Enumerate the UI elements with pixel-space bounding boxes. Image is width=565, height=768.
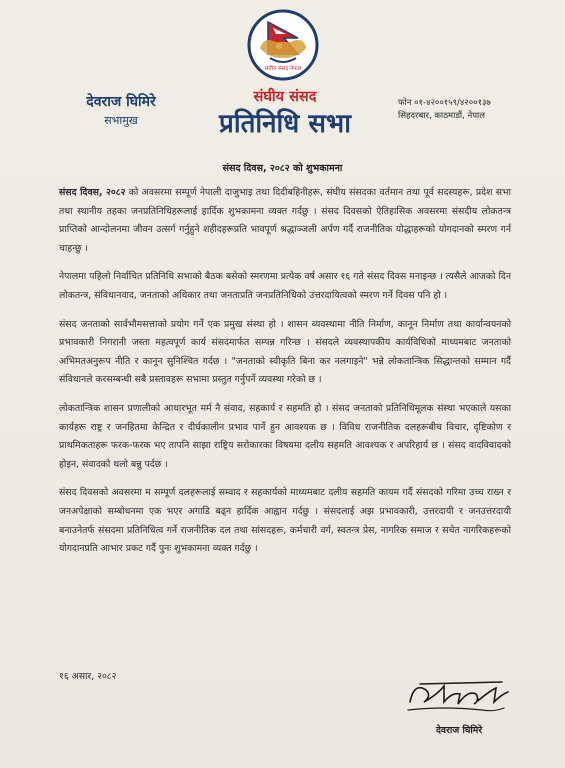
contact-address: सिंहदरबार, काठमाडौं, नेपाल	[398, 111, 486, 121]
paragraph-4: लोकतान्त्रिक शासन प्रणालीको आधारभूत मर्म नै संवाद, सहकार्य र सहमति हो । संसद जनताको प्रतिनिधिमूलक संस्था भएकाले यसका कार्यहरू राष्ट्र र जनहितमा केन्द्रित र दीर्घकालीन प्रभाव पार्ने हुन आवश्यक छ । विविध राजनीतिक दलहरूबीच विचार, दृष्टिकोण र प्राथमिकताहरू फरक-फरक भए तापनि साझा राष्ट्रिय सरोकारका विषयमा दलीय सहमति आवश्यक र अपरिहार्य छ । संसद वादविवादको होइन, संवादको थलो बन्नु पर्दछ ।	[59, 402, 511, 470]
handwritten-signature	[404, 672, 514, 716]
organization-subtitle: संघीय संसद	[253, 89, 317, 105]
paragraph-2: नेपालमा पहिलो निर्वाचित प्रतिनिधि सभाको बैठक बसेको स्मरणमा प्रत्येक वर्ष असार १६ गते संसद दिवस मनाइन्छ । त्यसैले आजको दिन लोकतन्त्र, संविधानवाद, जनताको अधिकार तथा जनताप्रति जनप्रतिनिधिको उत्तरदायित्वको स्मरण गर्ने दिवस पनि हो ।	[59, 271, 511, 301]
paragraph-1-text: को अवसरमा सम्पूर्ण नेपाली दाजुभाइ तथा दिदीबहिनीहरू, संघीय संसदका वर्तमान तथा पूर्व सदस्यहरू, प्रदेश सभा तथा स्थानीय तहका जनप्रतिनिधिहरूलाई हार्दिक शुभकामना व्यक्त गर्दछु । संसद दिवसको ऐतिहासिक अवसरमा संसदीय लोकतन्त्र प्राप्तिको आन्दोलनमा जीवन उत्सर्ग गर्नुहुने शहीदहरूप्रति भावपूर्ण श्रद्धाञ्जली अर्पण गर्दै राजनीतिक योद्धाहरूको योगदानको स्मरण गर्न चाहन्छु ।	[59, 187, 511, 254]
organization-block	[185, 86, 385, 140]
contact-phone: फोन ०१-४२००१५९/४२००१३७	[398, 98, 491, 108]
letter-body	[59, 184, 511, 569]
letter-heading: संसद दिवस, २०८२ को शुभकामना	[222, 163, 343, 174]
paragraph-3: संसद जनताको सार्वभौमसत्ताको प्रयोग गर्ने एक प्रमुख संस्था हो । शासन व्यवस्थामा नीति निर्माण, कानून निर्माण तथा कार्यान्वयनको प्रभावकारी निगरानी जस्ता महत्वपूर्ण कार्य संसदमार्फत सम्पन्न गरिन्छ । संसदले व्यवस्थापकीय कार्यविधिको माध्यमबाट जनताको अभिमतअनुरूप नीति र कानून सुनिश्चित गर्दछ । "जनताको स्वीकृति बिना कर नलगाइने" भन्ने लोकतान्त्रिक सिद्धान्तको सम्मान गर्दै संविधानले करसम्बन्धी सबै प्रस्तावहरू सभामा प्रस्तुत गर्नुपर्ने व्यवस्था गरेको छ ।	[59, 318, 511, 386]
sender-role: सभामुख	[104, 114, 138, 127]
paragraph-1-lead: संसद दिवस, २०८२	[59, 187, 126, 198]
parliament-emblem-icon	[246, 8, 320, 82]
paragraph-5: संसद दिवसको अवसरमा म सम्पूर्ण दलहरूलाई सम्वाद र सहकार्यको माध्यमबाट दलीय सहमति कायम गर्दै संसदको गरिमा उच्च राख्न र जनअपेक्षाको सम्बोधनमा एक भएर अगाडि बढ्न हार्दिक आह्वान गर्दछु । संसदलाई अझ प्रभावकारी, उत्तरदायी र जनउत्तरदायी बनाउनेतर्फ संसदमा प्रतिनिधित्व गर्ने राजनीतिक दल तथा सांसदहरू, कर्मचारी वर्ग, स्वतन्त्र प्रेस, नागरिक समाज र सचेत नागरिकहरूको योगदानप्रति आभार प्रकट गर्दै पुनः शुभकामना व्यक्त गर्दछु ।	[59, 487, 511, 555]
signer-name: देवराज घिमिरे	[436, 725, 483, 736]
sender-name: देवराज घिमिरे	[86, 94, 156, 110]
sender-block	[66, 92, 176, 128]
paragraph-1	[59, 184, 511, 258]
contact-block	[398, 97, 558, 123]
organization-title: प्रतिनिधि सभा	[219, 109, 351, 139]
letter-date: १६ असार, २०८२	[59, 671, 117, 682]
emblem-caption: संघीय संसद नेपाल	[264, 66, 302, 72]
